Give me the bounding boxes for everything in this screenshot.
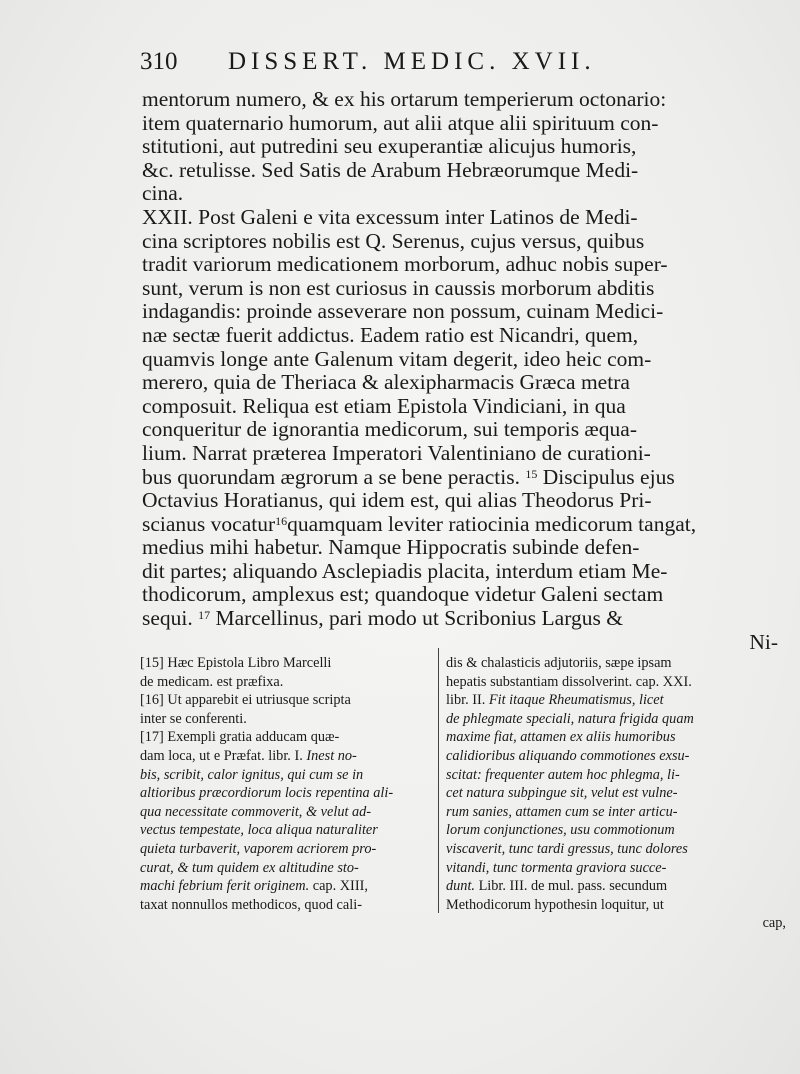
footnote-ref-15: 15 <box>525 466 538 481</box>
italic-segment: dunt. <box>446 878 475 895</box>
footnote-line: de phlegmate speciali, natura frigida quam <box>446 710 694 727</box>
footnote-line: rum sanies, attamen cum se inter articu- <box>446 803 678 820</box>
footnote-line: [16] Ut apparebit ei utriusque scripta <box>140 692 351 709</box>
text-segment: bus quorundam ægrorum a se bene peractis. <box>142 465 526 489</box>
footnote-line: lorum conjunctiones, usu commotionum <box>446 822 675 839</box>
text-line: item quaternario humorum, aut alii atque alii spirituum con- <box>142 111 659 135</box>
text-line: cina. <box>142 182 184 206</box>
footnote-line: vectus tempestate, loca aliqua naturaliter <box>140 822 378 839</box>
footnote-ref-17: 17 <box>198 608 211 623</box>
text-line: dit partes; aliquando Asclepiadis placita, interdum etiam Me- <box>142 559 668 583</box>
catchword-footnote: cap, <box>762 915 786 932</box>
footnote-line: viscaverit, tunc tardi gressus, tunc dolores <box>446 840 688 857</box>
text-line: thodicorum, amplexus est; quandoque videtur Galeni sectam <box>142 583 664 607</box>
footnotes-right-column <box>446 654 786 933</box>
footnote-ref-16: 16 <box>275 513 288 528</box>
italic-segment: bis, scribit, <box>140 766 204 783</box>
footnote-line <box>140 877 434 896</box>
text-line <box>142 206 782 230</box>
footnote-line: taxat nonnullos methodicos, quod cali- <box>140 896 362 913</box>
footnote-line: [15] Hæc Epistola Libro Marcelli <box>140 655 332 671</box>
footnote-line: scitat: frequenter autem hoc phlegma, li- <box>446 766 680 783</box>
text-line: mentorum numero, & ex his ortarum temperierum octonario: <box>142 88 667 111</box>
page-number: 310 <box>140 48 178 75</box>
text-line: cina scriptores nobilis est Q. Serenus, cujus versus, quibus <box>142 229 645 253</box>
footnote-line <box>446 691 786 710</box>
text-line: næ sectæ fuerit addictus. Eadem ratio est Nicandri, quem, <box>142 323 639 347</box>
text-line: composuit. Reliqua est etiam Epistola Vindiciani, in qua <box>142 394 626 418</box>
footnote-line: Methodicorum hypothesin loquitur, ut <box>446 896 664 913</box>
footnote-line: inter se conferenti. <box>140 710 247 727</box>
footnote-line: altioribus præcordiorum locis repentina ali- <box>140 785 394 802</box>
footnote-line <box>140 747 434 766</box>
text-segment: Discipulus ejus <box>537 465 675 489</box>
text-segment: dam loca, ut e Præfat. libr. I. <box>140 747 303 764</box>
italic-segment: calor ignitus, qui cum se in <box>203 766 364 783</box>
text-line: merero, quia de Theriaca & alexipharmacis Græca metra <box>142 371 630 395</box>
catchword-main: Ni- <box>749 630 778 654</box>
text-line: lium. Narrat præterea Imperatori Valentiniano de curationi- <box>142 441 651 465</box>
text-line: indagandis: proinde asseverare non possum, cuinam Medici- <box>142 300 664 324</box>
footnote-line: cet natura subpingue sit, velut est vulne- <box>446 785 678 802</box>
footnote-line: vitandi, tunc tormenta graviora succe- <box>446 859 667 876</box>
italic-segment: Inest no- <box>302 747 357 764</box>
text-line <box>142 513 782 537</box>
text-segment: Libr. III. de mul. pass. secundum <box>475 878 668 895</box>
text-segment: cap. XIII, <box>309 878 368 895</box>
text-line <box>142 466 782 490</box>
footnote-line: de medicam. est præfixa. <box>140 673 284 690</box>
running-title: DISSERT. MEDIC. XVII. <box>228 48 596 75</box>
footnote-line: hepatis substantiam dissolverint. cap. XXI. <box>446 673 692 690</box>
footnote-line: qua necessitate commoverit, & velut ad- <box>140 803 372 820</box>
text-line: sunt, verum is non est curiosus in caussis morborum abditis <box>142 276 655 300</box>
footnote-line <box>446 877 786 896</box>
footnote-line: dis & chalasticis adjutoriis, sæpe ipsam <box>446 655 672 671</box>
column-divider <box>438 648 439 913</box>
text-segment: sequi. <box>142 607 199 631</box>
text-line: stitutioni, aut putredini seu exuperantiæ alicujus humoris, <box>142 135 637 159</box>
footnotes-left-column <box>140 654 434 914</box>
text-line: conqueritur de ignorantia medicorum, sui temporis æqua- <box>142 418 637 442</box>
footnote-line: maxime fiat, attamen ex aliis humoribus <box>446 729 676 746</box>
text-segment: libr. II. <box>446 692 486 709</box>
text-segment: quamquam leviter ratiocinia medicorum tangat, <box>287 512 697 536</box>
footnote-line: curat, & tum quidem ex altitudine sto- <box>140 859 359 876</box>
footnote-line: [17] Exempli gratia adducam quæ- <box>140 729 340 746</box>
footnote-line: quieta turbaverit, vaporem acriorem pro- <box>140 840 377 857</box>
italic-segment: machi febrium ferit originem. <box>140 878 310 895</box>
text-line: Octavius Horatianus, qui idem est, qui alias Theodorus Pri- <box>142 489 652 513</box>
text-line: quamvis longe ante Galenum vitam degerit, ideo heic com- <box>142 347 652 371</box>
footnote-line <box>140 766 434 785</box>
text-segment: Marcellinus, pari modo ut Scribonius Largus & <box>210 607 623 631</box>
text-line: &c. retulisse. Sed Satis de Arabum Hebræorumque Medi- <box>142 158 639 182</box>
text-line: medius mihi habetur. Namque Hippocratis subinde defen- <box>142 536 640 560</box>
running-header <box>140 48 740 82</box>
text-line: tradit variorum medicationem morborum, adhuc nobis super- <box>142 253 668 277</box>
text-line <box>142 607 782 631</box>
main-text <box>142 88 782 654</box>
italic-segment: Fit itaque Rheumatismus, licet <box>485 692 664 709</box>
text-segment: scianus vocatur <box>142 512 276 536</box>
footnote-line: calidioribus aliquando commotiones exsu- <box>446 747 690 764</box>
section-start: XXII. Post Galeni e vita excessum inter Latinos de Medi- <box>142 205 638 229</box>
